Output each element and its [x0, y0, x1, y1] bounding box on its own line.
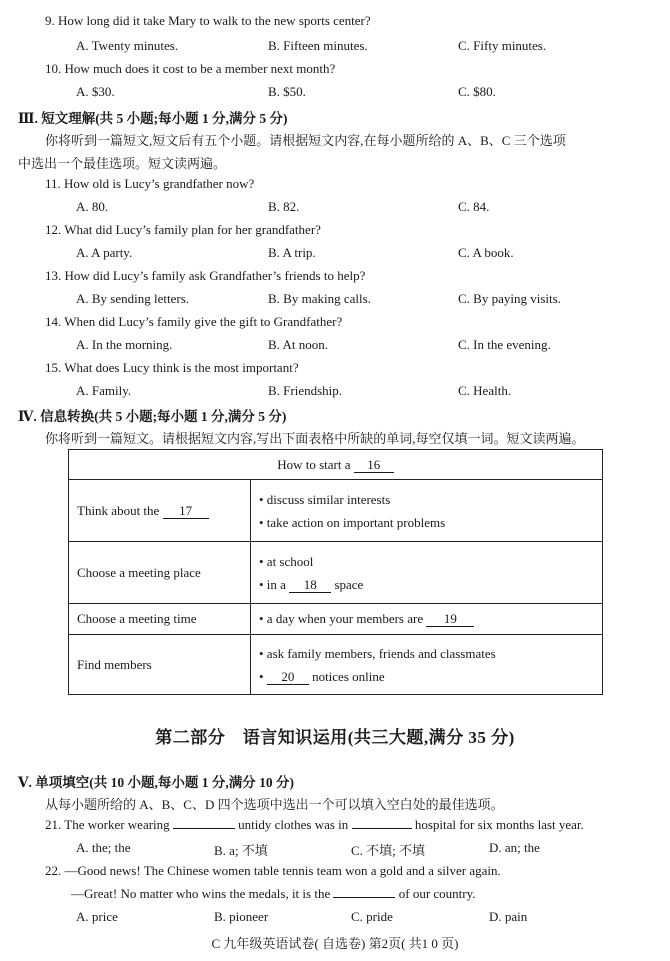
- row-think-about-label: Think about the: [77, 502, 160, 518]
- q14-option-a: A. In the morning.: [76, 337, 173, 352]
- q14-option-c: C. In the evening.: [458, 337, 551, 352]
- bullet-space: [259, 573, 594, 596]
- question-13-stem: 13. How did Lucy’s family ask Grandfather’s friends to help?: [45, 268, 366, 283]
- information-table: [68, 449, 603, 695]
- row-think-about-details: [251, 480, 603, 542]
- question-22-line-2: [71, 886, 476, 902]
- page-footer: C 九年级英语试卷( 自选卷) 第2页( 共1 0 页): [211, 936, 459, 951]
- section-4-instruction: 你将听到一篇短文。请根据短文内容,写出下面表格中所缺的单词,每空仅填一词。短文读两遍。: [45, 431, 585, 446]
- bullet-space-prefix: • in a: [259, 576, 286, 592]
- blank-19[interactable]: 19: [426, 612, 474, 627]
- row-find-members-details: [251, 635, 603, 695]
- section-4-title: Ⅳ. 信息转换(共 5 小题;每小题 1 分,满分 5 分): [18, 409, 287, 424]
- q13-option-b: B. By making calls.: [268, 291, 371, 306]
- q9-option-a: A. Twenty minutes.: [76, 38, 179, 53]
- q12-option-b: B. A trip.: [268, 245, 316, 260]
- q22-option-d: D. pain: [489, 909, 528, 924]
- bullet-notices: [259, 665, 594, 688]
- bullet-notices-prefix: •: [259, 668, 264, 684]
- bullet-space-suffix: space: [334, 576, 364, 592]
- q15-option-b: B. Friendship.: [268, 383, 343, 398]
- bullet-at-school: • at school: [259, 553, 314, 569]
- row-meeting-time-details: [251, 604, 603, 635]
- row-meeting-place-label: Choose a meeting place: [69, 542, 251, 604]
- q22-option-c: C. pride: [351, 909, 393, 924]
- blank-18[interactable]: 18: [289, 578, 331, 593]
- bullet-notices-suffix: notices online: [312, 668, 385, 684]
- q22-text-1: —Great! No matter who wins the medals, it is the: [71, 886, 331, 901]
- q10-option-b: B. $50.: [268, 84, 306, 99]
- bullet-discuss-interests: • discuss similar interests: [259, 491, 391, 507]
- q21-blank-1[interactable]: [173, 828, 235, 829]
- q22-option-b: B. pioneer: [214, 909, 269, 924]
- q14-option-b: B. At noon.: [268, 337, 328, 352]
- row-meeting-time-label: Choose a meeting time: [69, 604, 251, 635]
- question-11-stem: 11. How old is Lucy’s grandfather now?: [45, 176, 255, 191]
- q21-text-3: hospital for six months last year.: [414, 817, 584, 832]
- question-9-stem: 9. How long did it take Mary to walk to the new sports center?: [45, 13, 371, 28]
- q11-option-a: A. 80.: [76, 199, 109, 214]
- q21-text-2: untidy clothes was in: [238, 817, 349, 832]
- blank-17[interactable]: 17: [163, 504, 209, 519]
- question-12-stem: 12. What did Lucy’s family plan for her grandfather?: [45, 222, 321, 237]
- q21-option-b: B. a; 不填: [214, 843, 268, 858]
- section-3-instruction-1: 你将听到一篇短文,短文后有五个小题。请根据短文内容,在每小题所给的 A、B、C 三个选项: [45, 133, 566, 148]
- q9-option-c: C. Fifty minutes.: [458, 38, 547, 53]
- q11-option-b: B. 82.: [268, 199, 300, 214]
- question-15-stem: 15. What does Lucy think is the most important?: [45, 360, 299, 375]
- table-header: [69, 450, 603, 480]
- row-think-about: [69, 480, 251, 542]
- q21-text-1: 21. The worker wearing: [45, 817, 170, 832]
- q21-blank-2[interactable]: [352, 828, 412, 829]
- section-5-instruction: 从每小题所给的 A、B、C、D 四个选项中选出一个可以填入空白处的最佳选项。: [45, 797, 504, 812]
- q13-option-a: A. By sending letters.: [76, 291, 190, 306]
- q15-option-c: C. Health.: [458, 383, 512, 398]
- question-10-stem: 10. How much does it cost to be a member next month?: [45, 61, 336, 76]
- bullet-ask-family: • ask family members, friends and classmates: [259, 645, 496, 661]
- q10-option-a: A. $30.: [76, 84, 115, 99]
- row-find-members-label: Find members: [69, 635, 251, 695]
- question-21-stem: [45, 817, 584, 833]
- q11-option-c: C. 84.: [458, 199, 490, 214]
- q21-option-a: A. the; the: [76, 840, 131, 855]
- q22-blank[interactable]: [333, 897, 395, 898]
- bullet-members-are: • a day when your members are: [259, 611, 424, 626]
- part-2-title: 第二部分 语言知识运用(共三大题,满分 35 分): [155, 728, 515, 747]
- q21-option-c: C. 不填; 不填: [351, 843, 426, 858]
- q22-text-2: of our country.: [398, 886, 476, 901]
- q13-option-c: C. By paying visits.: [458, 291, 561, 306]
- q10-option-c: C. $80.: [458, 84, 496, 99]
- question-22-line-1: 22. —Good news! The Chinese women table tennis team won a gold and a silver again.: [45, 863, 501, 878]
- question-14-stem: 14. When did Lucy’s family give the gift to Grandfather?: [45, 314, 343, 329]
- table-header-text: How to start a: [277, 456, 351, 472]
- blank-16[interactable]: 16: [354, 458, 394, 473]
- section-3-instruction-2: 中选出一个最佳选项。短文读两遍。: [18, 156, 227, 171]
- q15-option-a: A. Family.: [76, 383, 132, 398]
- blank-20[interactable]: 20: [267, 670, 309, 685]
- section-3-title: Ⅲ. 短文理解(共 5 小题;每小题 1 分,满分 5 分): [18, 111, 288, 126]
- q12-option-a: A. A party.: [76, 245, 133, 260]
- bullet-take-action: • take action on important problems: [259, 514, 446, 530]
- q21-option-d: D. an; the: [489, 840, 540, 855]
- q22-option-a: A. price: [76, 909, 118, 924]
- row-meeting-place-details: [251, 542, 603, 604]
- q9-option-b: B. Fifteen minutes.: [268, 38, 368, 53]
- q12-option-c: C. A book.: [458, 245, 514, 260]
- section-5-title: Ⅴ. 单项填空(共 10 小题,每小题 1 分,满分 10 分): [18, 775, 294, 790]
